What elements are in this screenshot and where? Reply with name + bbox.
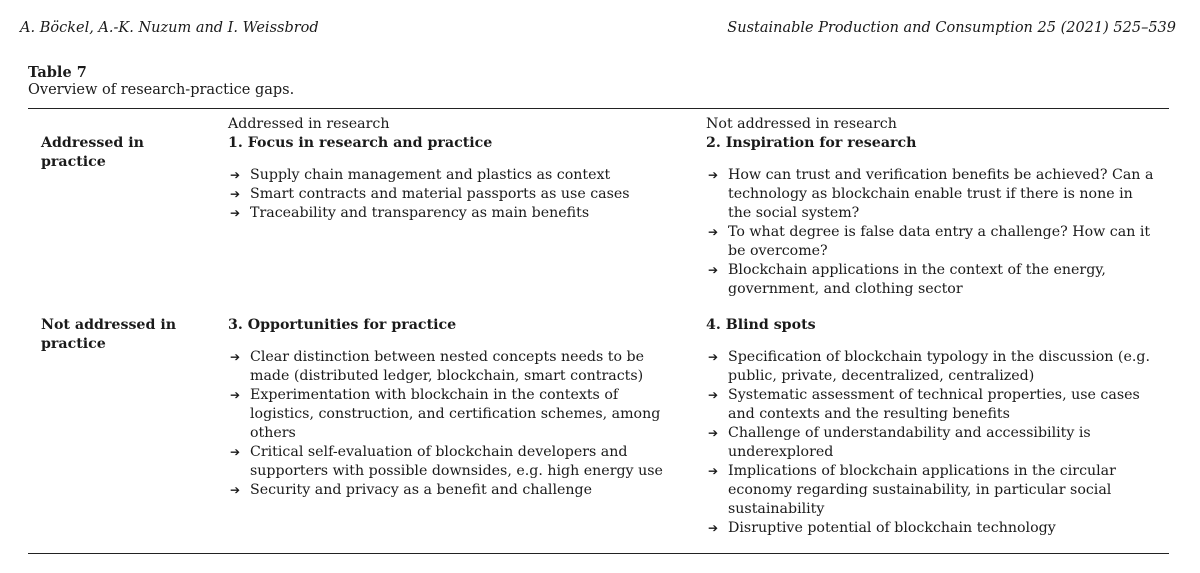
quadrant-title: 4. Blind spots xyxy=(706,317,816,333)
list-item: ➔ Traceability and transparency as main benefits xyxy=(228,204,668,223)
quadrant-inspiration xyxy=(706,134,1154,299)
quadrant-blind-spots xyxy=(706,316,1154,538)
quadrant-list xyxy=(706,166,1154,299)
quadrant-title: 1. Focus in research and practice xyxy=(228,135,493,151)
row-header-addressed: Addressed in practice xyxy=(41,135,144,170)
list-item: ➔ Specification of blockchain typology in the discussion (e.g. public, private, decentralized, centralized) xyxy=(706,348,1154,386)
list-item: ➔ Supply chain management and plastics as context xyxy=(228,166,668,185)
list-item: ➔ To what degree is false data entry a challenge? How can it be overcome? xyxy=(706,223,1154,261)
list-item: ➔ Disruptive potential of blockchain technology xyxy=(706,519,1154,538)
table-caption-text: Overview of research-practice gaps. xyxy=(28,82,295,98)
table-caption xyxy=(28,64,294,98)
table-label: Table 7 xyxy=(28,64,87,81)
list-item: ➔ How can trust and verification benefits be achieved? Can a technology as blockchain enable trust if there is none in the social system? xyxy=(706,166,1154,223)
quadrant-focus xyxy=(228,134,668,223)
col-header-addressed: Addressed in research xyxy=(228,116,390,132)
list-item: ➔ Systematic assessment of technical properties, use cases and contexts and the resulting benefits xyxy=(706,386,1154,424)
col-header-not-addressed: Not addressed in research xyxy=(706,116,897,132)
list-item: ➔ Critical self-evaluation of blockchain developers and supporters with possible downsides, e.g. high energy use xyxy=(228,443,680,481)
quadrant-title: 3. Opportunities for practice xyxy=(228,317,457,333)
list-item: ➔ Experimentation with blockchain in the contexts of logistics, construction, and certification schemes, among others xyxy=(228,386,680,443)
row-header-not-addressed xyxy=(41,316,181,354)
list-item: ➔ Implications of blockchain applications in the circular economy regarding sustainability, in particular social sustainability xyxy=(706,462,1154,519)
quadrant-opportunities xyxy=(228,316,680,500)
header-journal: Sustainable Production and Consumption 25 (2021) 525–539 xyxy=(727,20,1176,36)
table-top-rule xyxy=(28,108,1169,109)
header-authors: A. Böckel, A.-K. Nuzum and I. Weissbrod xyxy=(20,20,319,36)
running-header xyxy=(20,20,1176,36)
row-header-not-addressed-text: Not addressed in practice xyxy=(41,317,177,352)
list-item: ➔ Security and privacy as a benefit and challenge xyxy=(228,481,680,500)
list-item: ➔ Smart contracts and material passports as use cases xyxy=(228,185,668,204)
list-item: ➔ Challenge of understandability and accessibility is underexplored xyxy=(706,424,1154,462)
list-item: ➔ Clear distinction between nested concepts needs to be made (distributed ledger, blockchain, smart contracts) xyxy=(228,348,680,386)
quadrant-list xyxy=(706,348,1154,538)
table-bottom-rule xyxy=(28,553,1169,554)
list-item: ➔ Blockchain applications in the context of the energy, government, and clothing sector xyxy=(706,261,1154,299)
quadrant-list xyxy=(228,166,668,223)
quadrant-list xyxy=(228,348,680,500)
quadrant-title: 2. Inspiration for research xyxy=(706,135,917,151)
